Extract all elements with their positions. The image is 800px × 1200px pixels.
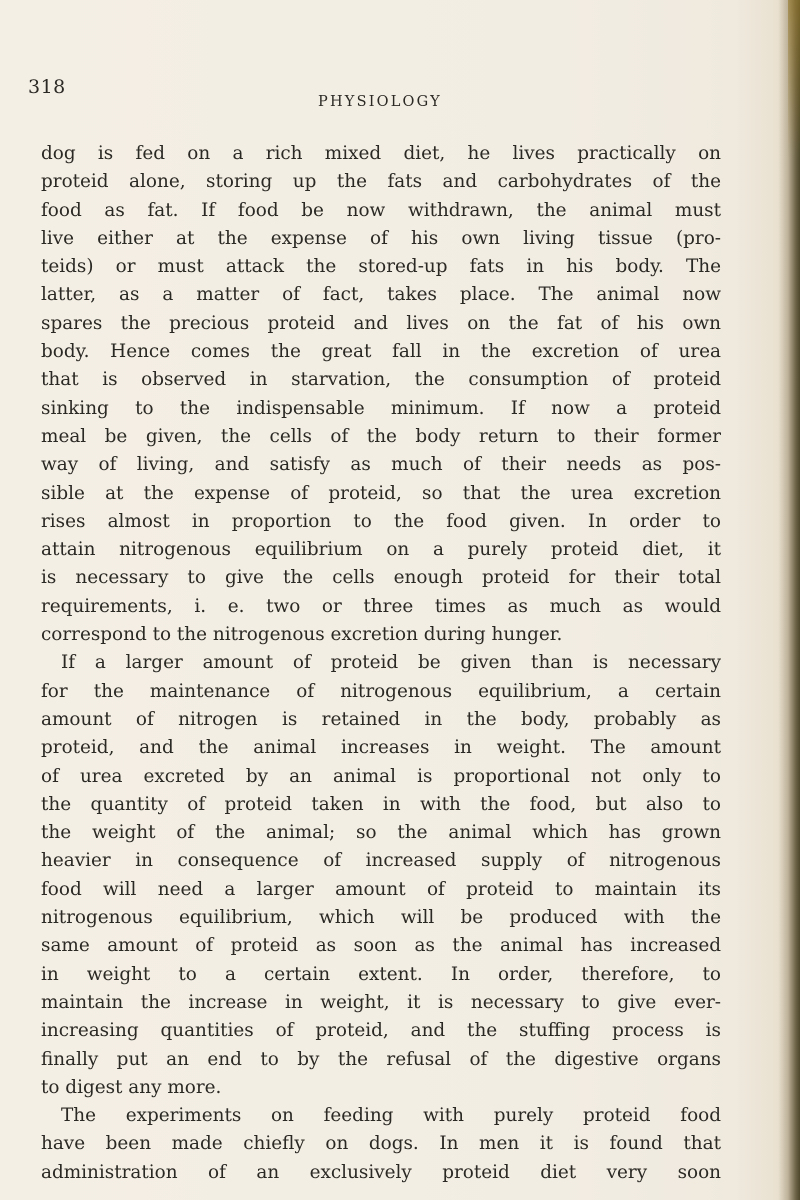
body-text (41, 140, 721, 1187)
text-line: sible at the expense of proteid, so that the urea excretion (41, 482, 721, 504)
page-number: 318 (28, 76, 66, 98)
running-head: PHYSIOLOGY (318, 94, 442, 110)
text-line: the quantity of proteid taken in with the food, but also to (41, 793, 721, 815)
text-line: maintain the increase in weight, it is necessary to give ever- (41, 991, 721, 1013)
text-line: is necessary to give the cells enough proteid for their total (41, 567, 721, 589)
text-line: sinking to the indispensable minimum. If now a proteid (41, 397, 721, 419)
text-line: of urea excreted by an animal is proportional not only to (41, 765, 721, 787)
text-line: to digest any more. (41, 1076, 222, 1098)
text-line: food will need a larger amount of proteid to maintain its (41, 878, 721, 900)
text-line: have been made chiefly on dogs. In men it is found that (41, 1133, 721, 1155)
text-line: latter, as a matter of fact, takes place. The animal now (41, 284, 721, 306)
page-edge-stain (788, 0, 800, 160)
text-line: for the maintenance of nitrogenous equilibrium, a certain (41, 680, 721, 702)
text-line: meal be given, the cells of the body return to their former (41, 425, 721, 447)
text-line: nitrogenous equilibrium, which will be produced with the (41, 907, 721, 929)
text-line: food as fat. If food be now withdrawn, the animal must (41, 199, 721, 221)
text-line: teids) or must attack the stored-up fats in his body. The (41, 256, 721, 278)
text-line: body. Hence comes the great fall in the excretion of urea (41, 341, 721, 363)
text-line: the weight of the animal; so the animal which has grown (41, 822, 721, 844)
text-line: correspond to the nitrogenous excretion during hunger. (41, 624, 563, 646)
text-line: attain nitrogenous equilibrium on a purely proteid diet, it (41, 539, 721, 561)
text-line: requirements, i. e. two or three times as much as would (41, 595, 721, 617)
text-line: same amount of proteid as soon as the animal has increased (41, 935, 721, 957)
text-line: proteid alone, storing up the fats and carbohydrates of the (41, 171, 721, 193)
text-line: rises almost in proportion to the food given. In order to (41, 510, 721, 532)
text-line: live either at the expense of his own living tissue (pro- (41, 227, 721, 249)
text-line: finally put an end to by the refusal of the digestive organs (41, 1048, 721, 1070)
text-line: administration of an exclusively proteid diet very soon (41, 1161, 721, 1183)
text-line: amount of nitrogen is retained in the body, probably as (41, 708, 721, 730)
text-line: dog is fed on a rich mixed diet, he lives practically on (41, 143, 721, 164)
text-line: that is observed in starvation, the consumption of proteid (41, 369, 721, 391)
text-line: proteid, and the animal increases in weight. The amount (41, 737, 721, 759)
text-line: If a larger amount of proteid be given than is necessary (61, 652, 721, 674)
text-line: way of living, and satisfy as much of their needs as pos- (41, 454, 721, 476)
page-edge-shadow (778, 0, 800, 1200)
text-line: spares the precious proteid and lives on the fat of his own (41, 312, 721, 334)
text-line: heavier in consequence of increased supply of nitrogenous (41, 850, 721, 872)
text-line: increasing quantities of proteid, and the stuffing process is (41, 1020, 721, 1042)
text-line: The experiments on feeding with purely proteid food (61, 1105, 721, 1127)
text-line: in weight to a certain extent. In order, therefore, to (41, 963, 721, 985)
